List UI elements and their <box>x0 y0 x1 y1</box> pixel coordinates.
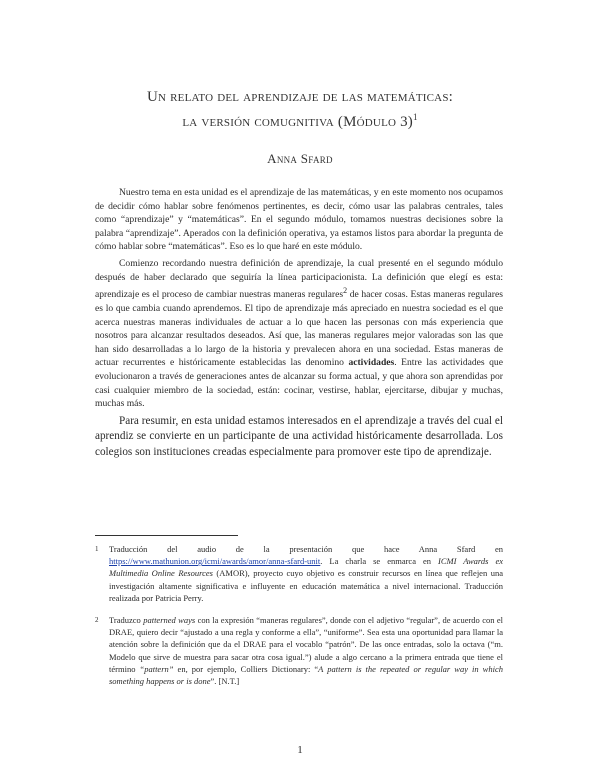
footnote-1-text-b: . La charla se enmarca en <box>320 556 438 567</box>
bold-term-actividades: actividades <box>348 357 395 369</box>
paragraph-2-part-b: de hacer cosas. Estas maneras regulares es lo que cambia cuando aprendemos. El tipo de aprendizaje más apreciado en nuestra sociedad es el que acerca nuestras maneras individuales de actuar a lo que hacen las personas con más experiencia que nosotros para alcanzar resultados deseados. Así que, las maneras regulares mejor valoradas son las que han sido desarrolladas a lo largo de la historia y prevalecen ahora en una sociedad. Estas maneras de actuar recurrentes e históricamente establecidas las denomino <box>95 289 503 369</box>
paragraph-2 <box>95 257 503 411</box>
footnote-2-text-a: Traduzco <box>109 615 144 626</box>
footnotes <box>95 543 503 697</box>
footnote-2 <box>95 614 503 687</box>
footnote-ref-2[interactable]: 2 <box>343 286 348 296</box>
footnote-2-italic-1: patterned ways <box>143 615 196 626</box>
author-name: Anna Sfard <box>267 151 333 166</box>
footnote-2-italic-3: A pattern is the repeated or regular way in which something happens or is done <box>109 663 503 687</box>
footnote-1-text-a: Traducción del audio de la presentación que hace Anna Sfard en <box>109 544 503 554</box>
footnote-2-text-d: ”. [N.T.] <box>210 676 240 687</box>
footnote-2-text-c: en, por ejemplo, Colliers Dictionary: “ <box>173 663 319 674</box>
footnote-2-italic-2: “pattern” <box>139 663 174 674</box>
paragraph-2-part-c: . Entre las actividades que evolucionaron a través de generaciones antes de alcanzar su forma actual, y que ahora son aprendidas por casi cualquier miembro de la sociedad, están: cocinar, vestirse, hablar, ejercitarse, dibujar y muchas, muchas más. <box>95 357 503 410</box>
paragraph-2-part-a: Comienzo recordando nuestra definición de aprendizaje, la cual presenté en el segundo módulo después de haber declarado que seguiría la línea participacionista. La definición que elegí es esta: aprendizaje es el proceso de cambiar nuestras maneras regulares <box>95 257 503 301</box>
footnote-1-number: 1 <box>95 545 99 553</box>
document-title <box>60 87 540 132</box>
footnote-1-link[interactable]: https://www.mathunion.org/icmi/awards/amor/anna-sfard-unit <box>109 556 321 567</box>
footnote-ref-1[interactable]: 1 <box>412 112 418 122</box>
footnote-2-number: 2 <box>95 616 99 625</box>
paragraph-3: Para resumir, en esta unidad estamos interesados en el aprendizaje a través del cual el aprendiz se convierte en un participante de una actividad históricamente desarrollada. Los colegios son instituciones creadas especialmente para promover este tipo de aprendizaje. <box>95 414 503 458</box>
title-line-1: Un relato del aprendizaje de las matemáticas: <box>146 89 453 105</box>
footnote-1-text-c: (AMOR), proyecto cuyo objetivo es construir recursos en línea que reflejen una investigación altamente significativa e influyente en educación matemática a nivel internacional. Traducción realizada por Patricia Perry. <box>109 568 503 603</box>
paragraph-1: Nuestro tema en esta unidad es el aprendizaje de las matemáticas, y en este momento nos ocupamos de decidir cómo hablar sobre fenómenos pertinentes, es decir, cómo usar las palabras centrales, tales como “aprendizaje” y “matemáticas”. En el segundo módulo, tomamos nuestras decisiones sobre la palabra “aprendizaje”. Aperados con la definición operativa, ya estamos listos para abordar la pregunta de cómo hablar sobre “matemáticas”. Eso es lo que haré en este módulo. <box>95 187 503 253</box>
title-line-2 <box>60 107 540 132</box>
title-line-2-text: la versión comugnitiva (Módulo 3) <box>182 114 413 130</box>
footnote-1 <box>95 543 503 604</box>
body-text <box>95 186 503 463</box>
footnote-divider <box>95 535 238 536</box>
footnote-1-italic: ICMI Awards ex Multimedia Online Resources <box>109 556 503 579</box>
footnote-2-text-b: con la expresión “maneras regulares”, donde con el adjetivo “regular”, de acuerdo con el DRAE, quiero decir “ajustado a una regla y conforme a ella”, “uniforme”. Sea esta una oportunidad para llamar la atención sobre la definición que da el DRAE para el vocablo “patrón”. De las once entradas, solo la octava (“m. Modelo que sirve de muestra para sacar otra cosa igual.”) alude a algo cercano a la primera entrada que tiene el término <box>109 615 504 674</box>
page-number: 1 <box>297 744 303 756</box>
